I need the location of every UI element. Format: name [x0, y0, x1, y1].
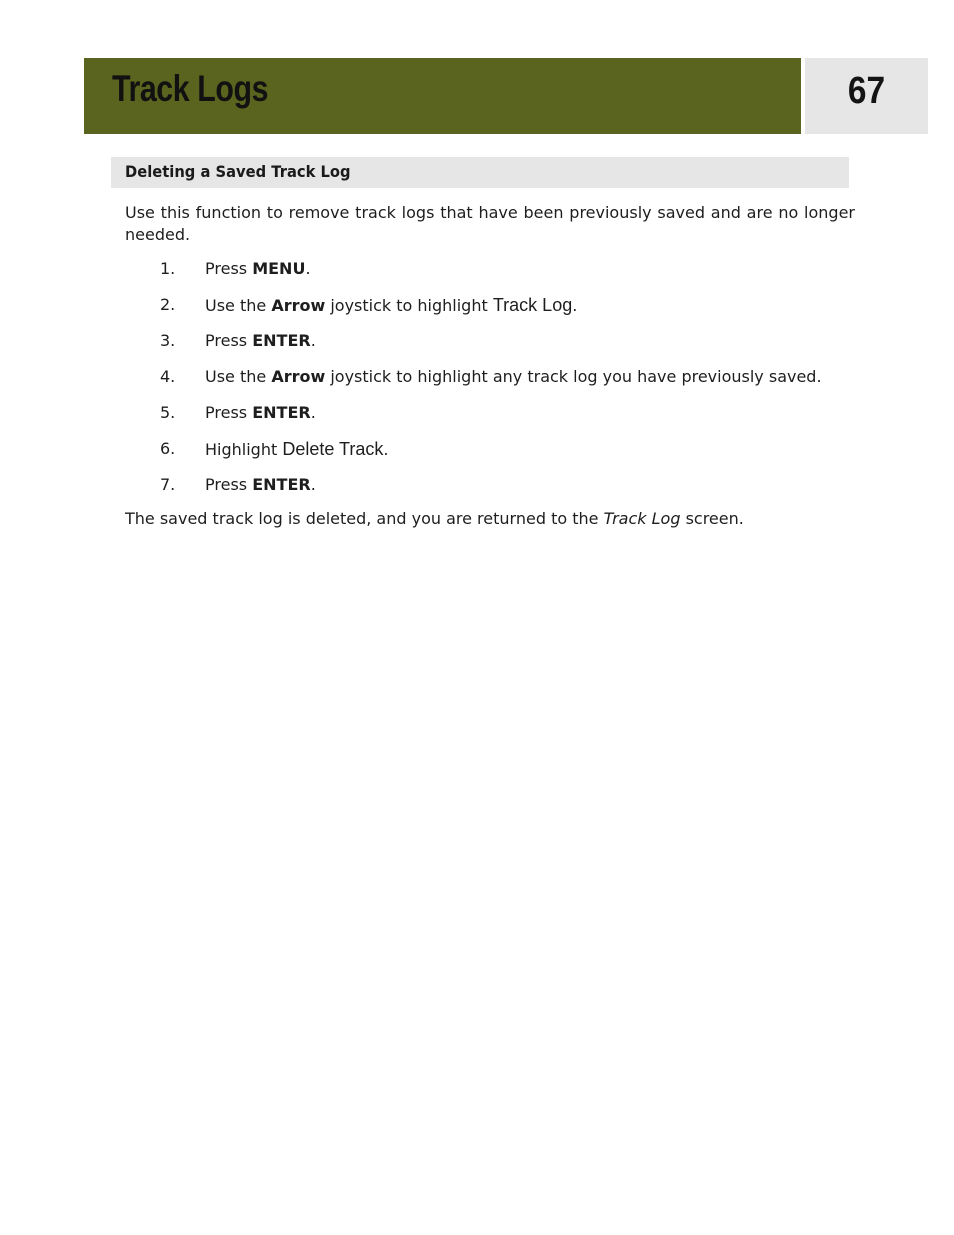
- screen-item: Track Log: [492, 295, 573, 315]
- result-paragraph: [125, 508, 855, 530]
- step-text: .: [310, 475, 316, 494]
- step-number: 7.: [160, 475, 176, 494]
- step-text: Press: [205, 331, 253, 350]
- screen-name: Track Log: [603, 509, 681, 528]
- key-name: ENTER: [252, 475, 311, 494]
- step-text: .: [310, 331, 316, 350]
- step-number: 2.: [160, 295, 176, 314]
- step-number: 6.: [160, 439, 176, 458]
- chapter-title: Track Logs: [112, 68, 269, 109]
- step-text: .: [310, 403, 316, 422]
- section-title: Deleting a Saved Track Log: [125, 162, 351, 181]
- step-text: Use the: [205, 367, 272, 386]
- step-text: .: [383, 440, 389, 459]
- key-name: MENU: [252, 259, 306, 278]
- step-text: .: [305, 259, 311, 278]
- key-name: Arrow: [271, 367, 326, 386]
- screen-item: Delete Track: [282, 439, 384, 459]
- list-item: [125, 474, 855, 510]
- step-text: Press: [205, 403, 253, 422]
- step-number: 5.: [160, 403, 176, 422]
- list-item: [125, 294, 855, 330]
- step-text: Highlight: [205, 440, 283, 459]
- key-name: ENTER: [252, 331, 311, 350]
- list-item: [125, 402, 855, 438]
- steps-list: [125, 258, 855, 510]
- intro-paragraph: Use this function to remove track logs that have been previously saved and are no longer needed.: [125, 203, 855, 244]
- step-text: Press: [205, 259, 253, 278]
- list-item: [125, 258, 855, 294]
- step-text: joystick to highlight: [325, 296, 493, 315]
- list-item: [125, 330, 855, 366]
- list-item: [125, 438, 855, 474]
- step-text: Use the: [205, 296, 272, 315]
- step-text: .: [572, 296, 578, 315]
- step-number: 3.: [160, 331, 176, 350]
- result-text: The saved track log is deleted, and you are returned to the: [125, 509, 604, 528]
- chapter-header-bar: [84, 58, 801, 134]
- result-text: screen.: [680, 509, 744, 528]
- step-number: 1.: [160, 259, 176, 278]
- step-text: Press: [205, 475, 253, 494]
- step-number: 4.: [160, 367, 176, 386]
- section-heading-bar: [111, 157, 849, 188]
- page-number: 67: [847, 70, 886, 112]
- key-name: Arrow: [271, 296, 326, 315]
- step-text: joystick to highlight any track log you have previously saved.: [325, 367, 822, 386]
- list-item: [125, 366, 855, 402]
- page-number-box: [805, 58, 928, 134]
- key-name: ENTER: [252, 403, 311, 422]
- content-body: [125, 202, 855, 530]
